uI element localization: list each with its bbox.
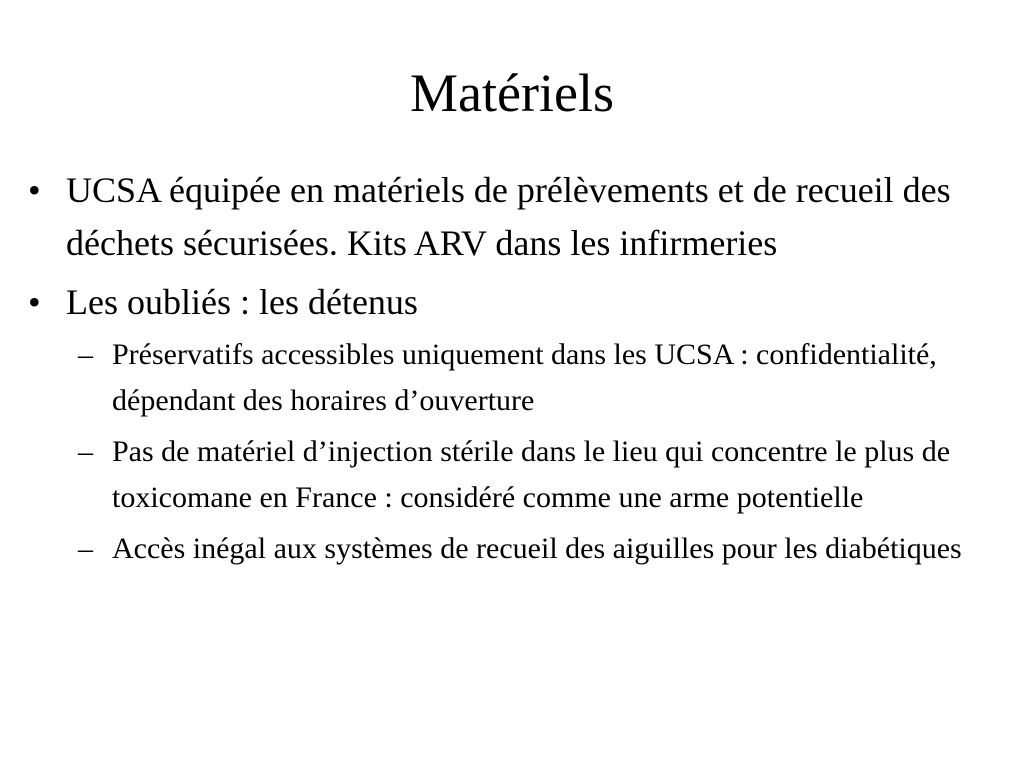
sub-bullet-list bbox=[66, 332, 1003, 572]
bullet-marker: • bbox=[28, 282, 41, 322]
bullet-item bbox=[28, 276, 1003, 572]
sub-bullet-item bbox=[28, 429, 1003, 521]
dash-marker: – bbox=[78, 435, 93, 468]
bullet-marker: • bbox=[28, 170, 41, 210]
dash-marker: – bbox=[78, 532, 93, 565]
sub-bullet-item bbox=[28, 332, 1003, 424]
bullet-text: Les oubliés : les détenus bbox=[66, 282, 418, 322]
bullet-item bbox=[28, 164, 1003, 270]
bullet-list bbox=[28, 164, 1003, 578]
slide-title: Matériels bbox=[410, 63, 614, 123]
bullet-text: UCSA équipée en matériels de prélèvements et de recueil des déchets sécurisées. Kits ARV dans les infirmeries bbox=[66, 170, 951, 263]
sub-bullet-text: Préservatifs accessibles uniquement dans les UCSA : confidentialité, dépendant des horaires d’ouverture bbox=[112, 338, 937, 417]
sub-bullet-text: Accès inégal aux systèmes de recueil des aiguilles pour les diabétiques bbox=[112, 532, 962, 565]
dash-marker: – bbox=[78, 338, 93, 371]
sub-bullet-item bbox=[28, 526, 1003, 572]
sub-bullet-text: Pas de matériel d’injection stérile dans le lieu qui concentre le plus de toxicomane en France : considéré comme une arme potentielle bbox=[112, 435, 951, 514]
